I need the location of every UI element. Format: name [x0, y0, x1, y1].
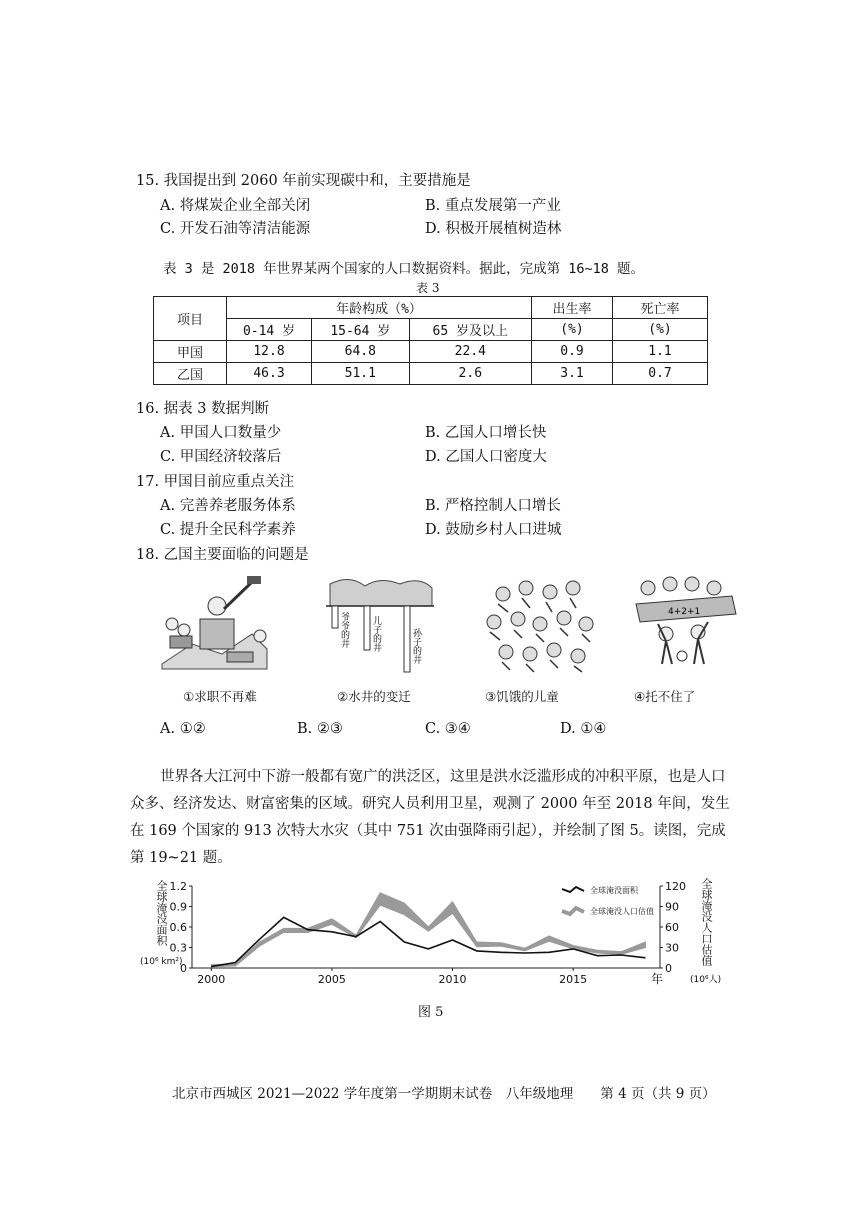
cell-value: 3.1: [532, 363, 613, 385]
cell-value: 2.6: [409, 363, 531, 385]
cell-value: 64.8: [312, 341, 410, 363]
header-age-0-14: 0-14 岁: [227, 319, 312, 341]
q16-option-b: B. 乙国人口增长快: [425, 425, 547, 441]
table3-caption: 表 3: [416, 281, 440, 295]
y-left-tick-label: 0.6: [170, 921, 187, 934]
population-table: [153, 296, 708, 385]
passage-text: 世界各大江河中下游一般都有宽广的洪泛区，这里是洪水泛滥形成的冲积平原，也是人口众多、经济发达、财富密集的区域。研究人员利用卫星，观测了 2000 年至 2018 年间，发生在 169 个国家的 913 次特大水灾（其中 751 次由强降雨引起），并绘制了图 5。读图，完成第 19~21 题。: [130, 769, 730, 866]
area-series-line: [211, 917, 645, 966]
y-right-tick-label: 60: [665, 921, 679, 934]
q18-option-d: D. ①④: [560, 721, 607, 737]
y-right-tick-label: 0: [665, 962, 672, 975]
row-name: 甲国: [154, 341, 227, 363]
table3-intro: 表 3 是 2018 年世界某两个国家的人口数据资料。据此，完成第 16~18 题。: [163, 261, 645, 277]
x-tick-label: 2000: [197, 973, 226, 986]
table-row: [154, 341, 708, 363]
row-name: 乙国: [154, 363, 227, 385]
well-label: 儿子的井: [371, 616, 381, 652]
y-right-tick-label: 120: [665, 880, 686, 893]
header-birth-unit: (%): [532, 319, 613, 341]
legend-population-swatch: [562, 908, 584, 914]
q15-option-a: A. 将煤炭企业全部关闭: [160, 198, 311, 214]
q15-option-c: C. 开发石油等清洁能源: [160, 221, 311, 237]
q18-option-b: B. ②③: [297, 721, 343, 737]
y-left-unit: (10⁶ km²): [140, 957, 183, 967]
well-label: 爷爷的井: [339, 612, 349, 648]
q18-stem: 18. 乙国主要面临的问题是: [136, 547, 309, 563]
figure-caption: 图 5: [418, 1005, 444, 1020]
cell-value: 46.3: [227, 363, 312, 385]
q17-stem: 17. 甲国目前应重点关注: [136, 474, 295, 490]
flood-chart: [170, 876, 700, 986]
y-left-label: 全球淹没面积: [155, 880, 168, 946]
cartoon-wells: [320, 574, 440, 674]
cartoon-caption-3: ③饥饿的儿童: [485, 689, 559, 704]
x-tick-label: 2015: [559, 973, 588, 986]
q18-option-a: A. ①②: [160, 721, 206, 737]
cartoon-hungry-children: [478, 574, 598, 674]
legend-area-swatch: [562, 887, 584, 892]
q16-option-a: A. 甲国人口数量少: [160, 425, 282, 441]
cartoon-job-seeking: [152, 574, 272, 674]
q17-option-c: C. 提升全民科学素养: [160, 522, 296, 538]
q16-stem: 16. 据表 3 数据判断: [136, 401, 270, 417]
q17-option-d: D. 鼓励乡村人口进城: [425, 522, 562, 538]
q15-stem: 15. 我国提出到 2060 年前实现碳中和，主要措施是: [136, 173, 471, 189]
y-right-label: 全球淹没人口估值: [700, 878, 713, 966]
header-age-structure: 年龄构成（%）: [227, 297, 532, 319]
cell-value: 1.1: [613, 341, 708, 363]
header-age-15-64: 15-64 岁: [312, 319, 410, 341]
page-footer: 北京市西城区 2021—2022 学年度第一学期期末试卷 八年级地理 第 4 页（共 9 页）: [172, 1086, 716, 1102]
cell-value: 0.7: [613, 363, 708, 385]
y-right-unit: (10⁶人): [690, 975, 722, 985]
q18-option-c: C. ③④: [425, 721, 471, 737]
cartoon-family-burden: [628, 574, 748, 674]
cell-value: 51.1: [312, 363, 410, 385]
cartoon-caption-1: ①求职不再难: [183, 689, 257, 704]
y-right-tick-label: 30: [665, 941, 679, 955]
x-tick-label: 2010: [438, 973, 467, 986]
x-tick-label: 2005: [317, 973, 346, 986]
cell-value: 22.4: [409, 341, 531, 363]
y-right-tick-label: 90: [665, 900, 679, 914]
header-death-unit: (%): [613, 319, 708, 341]
header-birth-rate: 出生率: [532, 297, 613, 319]
family-sign: 4+2+1: [668, 607, 701, 617]
legend-area-label: 全球淹没面积: [590, 886, 638, 895]
q17-option-b: B. 严格控制人口增长: [425, 498, 561, 514]
y-left-tick-label: 1.2: [170, 880, 187, 893]
population-series-band: [211, 893, 645, 967]
table-row: [154, 363, 708, 385]
cell-value: 0.9: [532, 341, 613, 363]
cell-value: 12.8: [227, 341, 312, 363]
header-item: 项目: [154, 297, 227, 341]
q16-option-d: D. 乙国人口密度大: [425, 449, 547, 465]
x-axis-label: 年: [650, 972, 664, 986]
legend-population-label: 全球淹没人口估值: [590, 907, 654, 916]
y-left-tick-label: 0: [180, 962, 187, 975]
well-label: 孙子的井: [411, 628, 421, 664]
q15-option-d: D. 积极开展植树造林: [425, 221, 562, 237]
header-age-65-plus: 65 岁及以上: [409, 319, 531, 341]
y-left-tick-label: 0.9: [170, 900, 187, 914]
y-left-tick-label: 0.3: [170, 941, 187, 955]
header-death-rate: 死亡率: [613, 297, 708, 319]
q15-option-b: B. 重点发展第一产业: [425, 198, 561, 214]
cartoon-caption-4: ④托不住了: [634, 689, 696, 704]
q16-option-c: C. 甲国经济较落后: [160, 449, 282, 465]
q17-option-a: A. 完善养老服务体系: [160, 498, 296, 514]
cartoon-caption-2: ②水井的变迁: [337, 689, 411, 704]
